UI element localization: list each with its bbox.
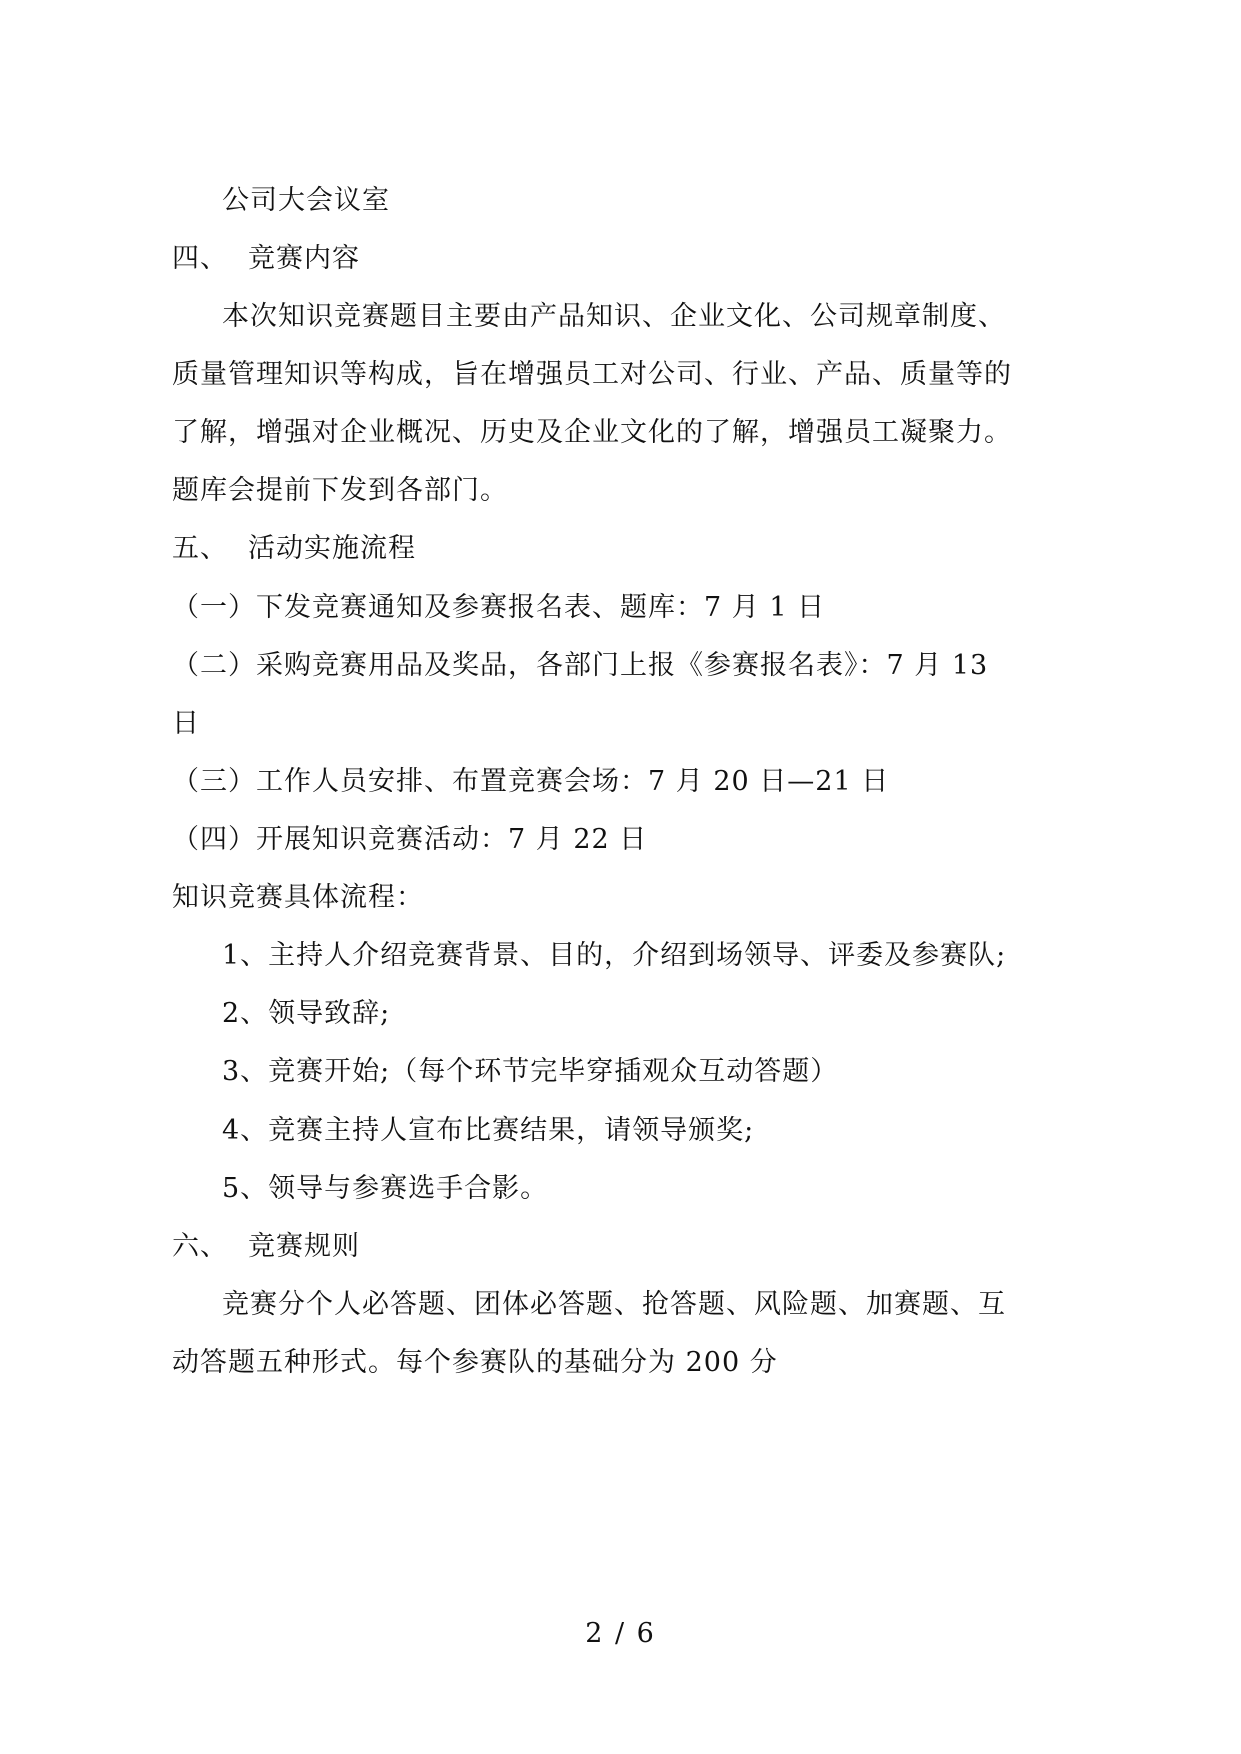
section-6-paragraph-line: 动答题五种形式。每个参赛队的基础分为 200 分 [172, 1347, 778, 1378]
section-5-heading [172, 531, 416, 567]
step-item: （三）工作人员安排、布置竞赛会场：7 月 20 日—21 日 [172, 766, 890, 797]
section-6-number: 六、 [172, 1231, 228, 1262]
flow-item: 3、竞赛开始;（每个环节完毕穿插观众互动答题） [222, 1056, 839, 1087]
flow-item: 5、领导与参赛选手合影。 [222, 1173, 549, 1204]
section-4-title: 竞赛内容 [248, 243, 360, 274]
section-4-paragraph-line: 题库会提前下发到各部门。 [172, 475, 508, 506]
flow-title: 知识竞赛具体流程： [172, 882, 424, 913]
step-item-continuation: 日 [172, 708, 200, 739]
step-item: （二）采购竞赛用品及奖品，各部门上报《参赛报名表》：7 月 13 [172, 650, 989, 681]
venue-line: 公司大会议室 [222, 185, 390, 216]
section-6-paragraph-line: 竞赛分个人必答题、团体必答题、抢答题、风险题、加赛题、互 [222, 1289, 1006, 1320]
section-6-title: 竞赛规则 [248, 1231, 360, 1262]
section-4-paragraph-line: 了解，增强对企业概况、历史及企业文化的了解，增强员工凝聚力。 [172, 417, 1012, 448]
step-item: （四）开展知识竞赛活动：7 月 22 日 [172, 824, 648, 855]
section-5-number: 五、 [172, 533, 228, 564]
flow-item: 4、竞赛主持人宣布比赛结果，请领导颁奖; [222, 1115, 755, 1146]
section-6-heading [172, 1229, 360, 1265]
section-4-number: 四、 [172, 243, 228, 274]
section-5-title: 活动实施流程 [248, 533, 416, 564]
section-4-paragraph-line: 质量管理知识等构成，旨在增强员工对公司、行业、产品、质量等的 [172, 359, 1012, 390]
section-4-heading [172, 241, 360, 277]
flow-item: 2、领导致辞; [222, 998, 391, 1029]
step-item: （一）下发竞赛通知及参赛报名表、题库：7 月 1 日 [172, 592, 826, 623]
section-4-paragraph-line: 本次知识竞赛题目主要由产品知识、企业文化、公司规章制度、 [222, 301, 1006, 332]
page-number: 2 / 6 [585, 1618, 656, 1649]
flow-item: 1、主持人介绍竞赛背景、目的，介绍到场领导、评委及参赛队; [222, 940, 1007, 971]
